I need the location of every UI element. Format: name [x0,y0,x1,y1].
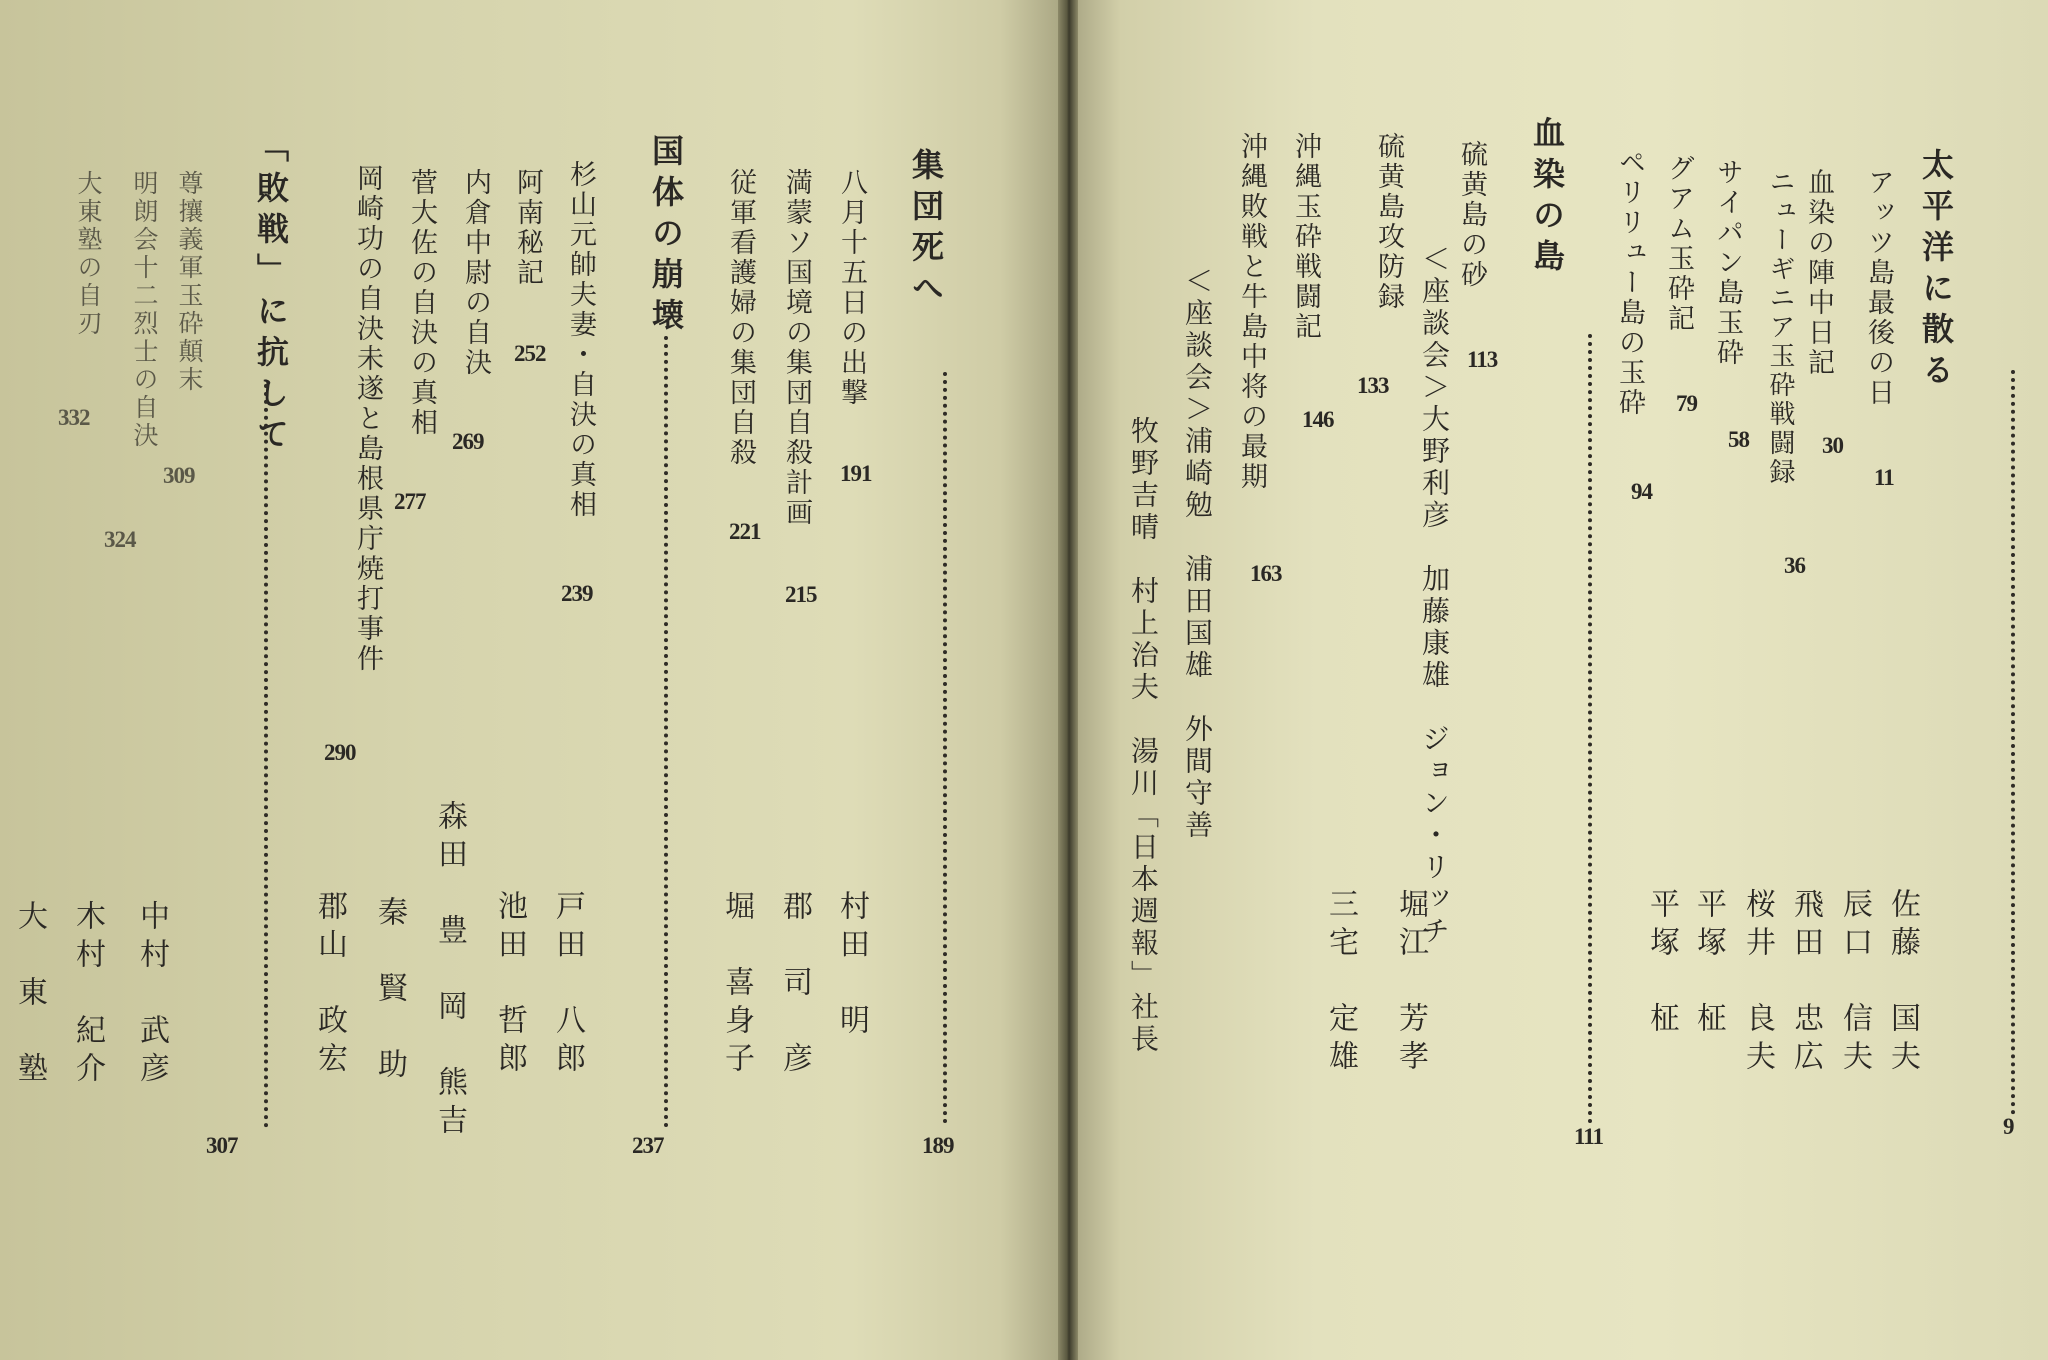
toc-item-author: 飛田 忠広 [1788,888,1823,1078]
section-title: 「敗戦」に抗して [252,130,290,458]
toc-item-author: 池田 哲郎 [492,890,527,1080]
section-title: 太平洋に散る [1917,148,1955,394]
toc-item-page: 191 [840,461,872,486]
toc-item-page: 239 [561,581,593,606]
leader-dots [664,336,668,1128]
toc-item-author: 佐藤 国夫 [1885,888,1920,1078]
toc-item-title: 尊攘義軍玉砕顛末 [175,170,204,394]
section-page: 9 [2003,1114,2014,1139]
toc-item-page: 215 [785,582,817,607]
leader-dots [1588,334,1592,1124]
toc-item-author: 中村 武彦 [134,900,169,1090]
toc-item-title: 大東塾の自刃 [74,170,103,338]
toc-item-title: ＜座談会＞浦崎勉 浦田国雄 外間守善 [1181,266,1214,842]
leader-dots [264,384,268,1128]
toc-item-author: 木村 紀介 [70,900,105,1090]
toc-item-page: 309 [163,463,195,488]
toc-item-page: 11 [1874,465,1894,490]
toc-item-title: 沖縄玉砕戦闘記 [1290,132,1321,342]
toc-item-page: 94 [1631,479,1652,504]
leader-dots [2011,370,2015,1115]
toc-item-title: ペリリュー島の玉砕 [1614,148,1645,418]
toc-item-author: 秦 賢 助 [372,896,407,1086]
toc-item-author: 戸田 八郎 [550,890,585,1080]
toc-item-title: アッツ島最後の日 [1863,168,1894,408]
toc-item-title: 血染の陣中日記 [1803,168,1834,378]
toc-item-page: 277 [394,489,426,514]
toc-item-title: ニューギニア玉砕戦闘録 [1765,168,1795,487]
section-page: 189 [922,1133,954,1158]
toc-item-page: 163 [1250,561,1282,586]
book-spine [1058,0,1078,1360]
toc-item-title: 沖縄敗戦と牛島中将の最期 [1236,132,1267,492]
toc-item-page: 146 [1302,407,1334,432]
toc-item-page: 290 [324,740,356,765]
toc-item-title: 硫黄島攻防録 [1373,132,1404,312]
section-title: 集団死へ [907,148,945,312]
toc-item-page: 30 [1822,433,1843,458]
toc-item-author: 桜井 良夫 [1740,888,1775,1078]
toc-item-title: 阿南秘記 [512,168,543,288]
toc-item-author: 堀江 芳孝 [1393,888,1428,1078]
toc-item-page: 113 [1467,347,1498,372]
toc-item-title: 八月十五日の出撃 [836,168,867,408]
section-title: 血染の島 [1528,116,1566,280]
toc-item-author: 村田 明 [834,890,869,1042]
toc-item-page: 221 [729,519,761,544]
toc-item-author: 平塚 柾 [1644,888,1679,1040]
section-page: 307 [206,1133,238,1158]
toc-item-title: 明朗会十二烈士の自決 [130,170,159,450]
toc-item-title: 硫黄島の砂 [1456,140,1487,290]
toc-item-page: 252 [514,341,546,366]
toc-item-title: 岡崎功の自決未遂と島根県庁焼打事件 [352,164,383,674]
toc-item-page: 133 [1357,373,1389,398]
toc-item-page: 324 [104,527,136,552]
toc-item-title: 従軍看護婦の集団自殺 [725,168,756,468]
toc-item-title: 杉山元帥夫妻・自決の真相 [565,160,596,520]
toc-item-author: 平塚 柾 [1691,888,1726,1040]
toc-item-title: ＜座談会＞大野利彦 加藤康雄 ジョン・リッチ [1418,244,1451,948]
toc-item-page: 58 [1728,427,1749,452]
toc-item-title: 満蒙ソ国境の集団自殺計画 [781,168,812,528]
section-page: 237 [632,1133,664,1158]
toc-item-title: 牧野吉晴 村上治夫 湯川「日本週報」社長 [1127,416,1160,1056]
toc-item-page: 269 [452,429,484,454]
toc-item-author: 辰口 信夫 [1837,888,1872,1078]
toc-item-author: 堀 喜身子 [719,890,754,1080]
toc-item-author: 郡 司 彦 [777,890,812,1080]
toc-item-author: 大 東 塾 [12,900,47,1090]
leader-dots [943,372,947,1124]
toc-item-title: 内倉中尉の自決 [460,168,491,378]
section-page: 111 [1574,1124,1603,1149]
toc-item-author: 森田 豊 岡 熊吉 [432,800,467,1142]
toc-item-title: サイパン島玉砕 [1712,158,1743,368]
toc-item-page: 36 [1784,553,1805,578]
toc-item-author: 三宅 定雄 [1323,888,1358,1078]
toc-item-title: 菅大佐の自決の真相 [406,168,437,438]
toc-item-page: 332 [58,405,90,430]
section-title: 国体の崩壊 [647,134,685,339]
toc-item-page: 79 [1676,391,1697,416]
toc-item-title: グアム玉砕記 [1663,154,1694,334]
toc-item-author: 郡山 政宏 [312,890,347,1080]
